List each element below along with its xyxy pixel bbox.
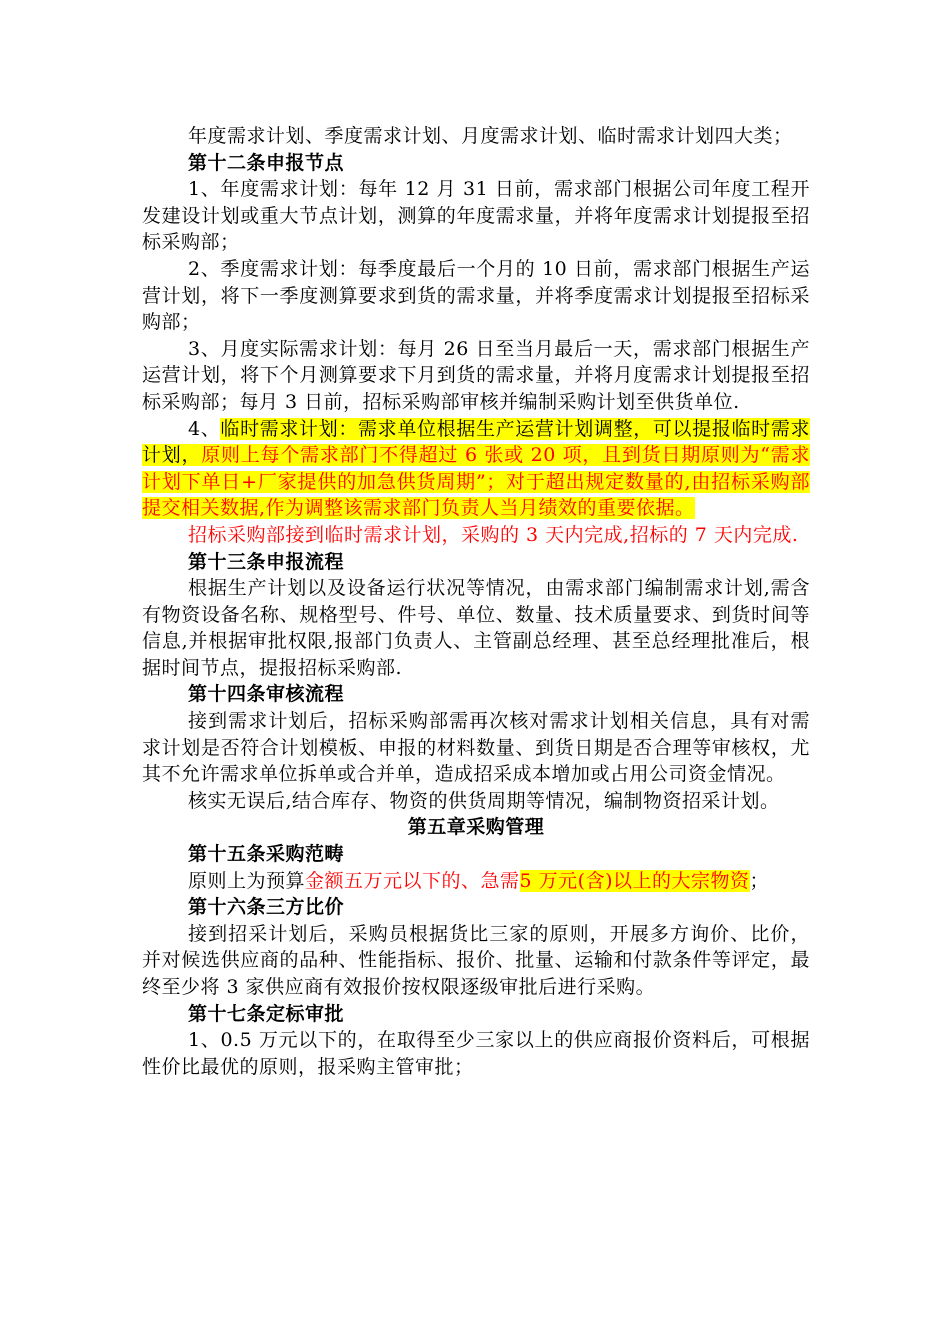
article-15-suffix: ； (749, 869, 770, 892)
chapter-5-title: 第五章采购管理 (407, 816, 545, 839)
article-12-red-paragraph: 招标采购部接到临时需求计划，采购的 3 天内完成,招标的 7 天内完成. (188, 523, 799, 546)
article-13-title: 第十三条申报流程 (188, 550, 345, 573)
article-17-item-1: 1、0.5 万元以下的，在取得至少三家以上的供应商报价资料后，可根据性价比最优的原则，报采购主管审批； (142, 1029, 810, 1078)
article-15-prefix: 原则上为预算 (188, 869, 306, 892)
article-12-item-1: 1、年度需求计划：每年 12 月 31 日前，需求部门根据公司年度工程开发建设计划或重大节点计划，测算的年度需求量，并将年度需求计划提报至招标采购部； (142, 178, 810, 254)
item-4-highlight-black: 临时需求计划：需求单位根据生产运营计划调整，可以提报临时需求计划， (142, 417, 810, 467)
article-15-title: 第十五条采购范畴 (188, 843, 345, 866)
article-13-text: 根据生产计划以及设备运行状况等情况，由需求部门编制需求计划,需含有物资设备名称、规格型号、件号、单位、数量、技术质量要求、到货时间等信息,并根据审批权限,报部门负责人、主管副总经理、甚至总经理批准后，根据时间节点，提报招标采购部. (142, 577, 810, 679)
article-14-text-1: 接到需求计划后，招标采购部需再次核对需求计划相关信息，具有对需求计划是否符合计划模板、申报的材料数量、到货日期是否合理等审核权，尤其不允许需求单位拆单或合并单，造成招采成本增加或占用公司资金情况。 (142, 710, 810, 786)
article-12-item-4 (142, 416, 810, 522)
article-12-item-2: 2、季度需求计划：每季度最后一个月的 10 日前，需求部门根据生产运营计划，将下一季度测算要求到货的需求量，并将季度需求计划提报至招标采购部； (142, 257, 810, 334)
article-17-title: 第十七条定标审批 (188, 1002, 345, 1025)
article-16-title: 第十六条三方比价 (188, 896, 345, 919)
article-12-item-3: 3、月度实际需求计划：每月 26 日至当月最后一天，需求部门根据生产运营计划，将下个月测算要求下月到货的需求量，并将月度需求计划提报至招标采购部；每月 3 日前，招标采购部审核并编制采购计划至供货单位. (142, 337, 810, 413)
item-4-highlight-red: 原则上每个需求部门不得超过 6 张或 20 项，且到货日期原则为“需求计划下单日+厂家提供的加急供货周期”；对于超出规定数量的,由招标采购部提交相关数据,作为调整该需求部门负责人当月绩效的重要依据。 (142, 444, 810, 520)
article-16-text: 接到招采计划后，采购员根据货比三家的原则，开展多方询价、比价，并对候选供应商的品种、性能指标、报价、批量、运输和付款条件等评定，最终至少将 3 家供应商有效报价按权限逐级审批后进行采购。 (142, 922, 810, 998)
article-14-text-2: 核实无误后,结合库存、物资的供货周期等情况，编制物资招采计划。 (188, 789, 780, 812)
plan-types-paragraph: 年度需求计划、季度需求计划、月度需求计划、临时需求计划四大类； (188, 125, 793, 147)
article-12-title: 第十二条申报节点 (188, 151, 345, 174)
document-body (142, 123, 810, 1080)
item-4-number: 4、 (188, 417, 221, 440)
article-15-highlight-red: 5 万元(含)以上的大宗物资 (519, 869, 750, 892)
article-15-red-text: 金额五万元以下的、急需 (305, 869, 520, 892)
article-15-text (142, 868, 810, 895)
article-14-title: 第十四条审核流程 (188, 683, 345, 706)
